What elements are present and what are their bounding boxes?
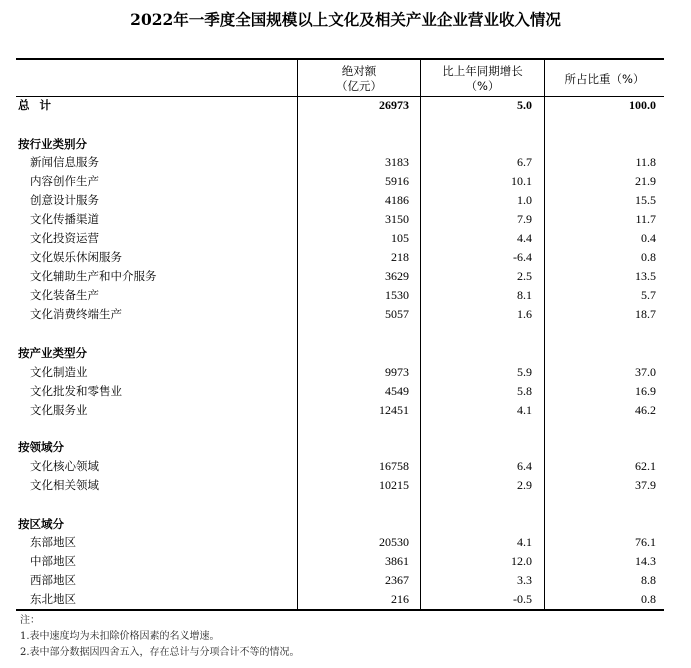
cell-growth: 8.1 [517, 288, 532, 302]
cell-share: 0.4 [641, 231, 656, 245]
row-label: 文化装备生产 [30, 288, 99, 302]
cell-share: 37.9 [635, 478, 656, 492]
cell-amount: 20530 [379, 535, 409, 549]
row-label: 文化传播渠道 [30, 212, 99, 226]
table-row-total [16, 96, 664, 115]
section-heading [16, 344, 664, 363]
footnotes [20, 613, 300, 661]
table-row [16, 590, 664, 609]
header-growth [421, 62, 544, 96]
cell-share: 0.8 [641, 592, 656, 606]
table-row [16, 153, 664, 172]
cell-amount: 5057 [385, 307, 409, 321]
table-row [16, 191, 664, 210]
table-row [16, 382, 664, 401]
table-row [16, 305, 664, 324]
table-row [16, 229, 664, 248]
section-heading [16, 438, 664, 457]
cell-share: 14.3 [635, 554, 656, 568]
section-heading [16, 135, 664, 154]
row-label: 内容创作生产 [30, 174, 99, 188]
row-label: 西部地区 [30, 573, 76, 587]
table-bottom-border [16, 609, 664, 611]
table-row [16, 457, 664, 476]
header-share [545, 62, 664, 96]
note-item: 2.表中部分数据因四舍五入，存在总计与分项合计不等的情况。 [20, 647, 300, 658]
cell-growth: 2.5 [517, 269, 532, 283]
header-growth-label: 比上年同期增长 [442, 64, 523, 78]
header-amount-label: 绝对额 [341, 64, 377, 78]
cell-growth: -0.5 [513, 592, 532, 606]
cell-share: 18.7 [635, 307, 656, 321]
cell-share: 16.9 [635, 384, 656, 398]
table-row [16, 172, 664, 191]
row-label: 中部地区 [30, 554, 76, 568]
row-label: 文化服务业 [30, 403, 88, 417]
row-label: 文化消费终端生产 [30, 307, 122, 321]
cell-amount: 10215 [379, 478, 409, 492]
row-label: 创意设计服务 [30, 193, 99, 207]
table-top-border [16, 58, 664, 60]
cell-growth: 5.0 [517, 98, 532, 112]
cell-growth: 3.3 [517, 573, 532, 587]
row-label: 总计 [18, 98, 61, 112]
cell-growth: 5.8 [517, 384, 532, 398]
table-row [16, 286, 664, 305]
cell-amount: 4186 [385, 193, 409, 207]
header-amount-unit: （亿元） [336, 79, 382, 93]
row-label: 文化制造业 [30, 365, 88, 379]
cell-share: 62.1 [635, 459, 656, 473]
row-label: 文化相关领域 [30, 478, 99, 492]
cell-growth: 1.0 [517, 193, 532, 207]
cell-share: 11.8 [635, 155, 656, 169]
header-share-label: 所占比重（%） [564, 71, 645, 86]
cell-growth: 2.9 [517, 478, 532, 492]
section-label: 按领域分 [18, 440, 64, 454]
cell-share: 13.5 [635, 269, 656, 283]
cell-growth: 6.4 [517, 459, 532, 473]
table-row [16, 210, 664, 229]
header-amount [298, 62, 420, 96]
cell-share: 37.0 [635, 365, 656, 379]
cell-amount: 3629 [385, 269, 409, 283]
cell-amount: 2367 [385, 573, 409, 587]
row-label: 文化核心领域 [30, 459, 99, 473]
cell-amount: 4549 [385, 384, 409, 398]
notes-heading: 注： [20, 615, 40, 626]
row-label: 文化娱乐休闲服务 [30, 250, 122, 264]
cell-growth: 12.0 [511, 554, 532, 568]
cell-share: 76.1 [635, 535, 656, 549]
cell-share: 0.8 [641, 250, 656, 264]
table-row [16, 533, 664, 552]
cell-amount: 3150 [385, 212, 409, 226]
cell-amount: 105 [391, 231, 409, 245]
section-heading [16, 515, 664, 534]
cell-share: 46.2 [635, 403, 656, 417]
table-row [16, 552, 664, 571]
header-growth-unit: （%） [465, 79, 500, 93]
cell-share: 8.8 [641, 573, 656, 587]
cell-share: 21.9 [635, 174, 656, 188]
cell-growth: 1.6 [517, 307, 532, 321]
table-row [16, 248, 664, 267]
cell-amount: 3183 [385, 155, 409, 169]
section-label: 按行业类别分 [18, 137, 87, 151]
row-label: 文化投资运营 [30, 231, 99, 245]
cell-growth: 7.9 [517, 212, 532, 226]
section-label: 按区域分 [18, 517, 64, 531]
table-row [16, 267, 664, 286]
cell-growth: 5.9 [517, 365, 532, 379]
row-label: 文化批发和零售业 [30, 384, 122, 398]
table-row [16, 363, 664, 382]
cell-amount: 218 [391, 250, 409, 264]
cell-share: 100.0 [629, 98, 656, 112]
cell-amount: 26973 [379, 98, 409, 112]
cell-amount: 16758 [379, 459, 409, 473]
cell-amount: 5916 [385, 174, 409, 188]
row-label: 文化辅助生产和中介服务 [30, 269, 157, 283]
cell-share: 15.5 [635, 193, 656, 207]
cell-growth: 4.4 [517, 231, 532, 245]
cell-share: 5.7 [641, 288, 656, 302]
cell-share: 11.7 [635, 212, 656, 226]
cell-growth: -6.4 [513, 250, 532, 264]
cell-amount: 216 [391, 592, 409, 606]
section-label: 按产业类型分 [18, 346, 87, 360]
cell-amount: 12451 [379, 403, 409, 417]
note-item: 1.表中速度均为未扣除价格因素的名义增速。 [20, 631, 220, 642]
row-label: 东北地区 [30, 592, 76, 606]
table-row [16, 476, 664, 495]
cell-growth: 4.1 [517, 403, 532, 417]
cell-amount: 3861 [385, 554, 409, 568]
cell-amount: 1530 [385, 288, 409, 302]
cell-amount: 9973 [385, 365, 409, 379]
cell-growth: 6.7 [517, 155, 532, 169]
table-row [16, 571, 664, 590]
row-label: 东部地区 [30, 535, 76, 549]
row-label: 新闻信息服务 [30, 155, 99, 169]
cell-growth: 4.1 [517, 535, 532, 549]
page-title: 2022年一季度全国规模以上文化及相关产业企业营业收入情况 [130, 10, 561, 29]
cell-growth: 10.1 [511, 174, 532, 188]
table-row [16, 401, 664, 420]
